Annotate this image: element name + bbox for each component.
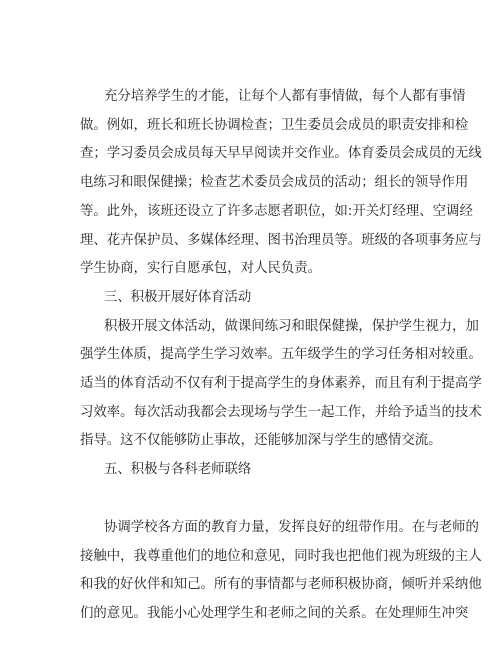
paragraph-line: 接触中，我尊重他们的地位和意见，同时我也把他们视为班级的主人 [80, 549, 482, 564]
paragraph-line: 电练习和眼保健操；检查艺术委员会成员的活动；组长的领导作用 [80, 175, 469, 190]
paragraph-line: 查；学习委员会成员每天早早阅读并交作业。体育委员会成员的无线 [80, 146, 482, 161]
paragraph-line: 适当的体育活动不仅有利于提高学生的身体素养，而且有利于提高学 [80, 376, 482, 391]
paragraph-line: 等。此外，该班还设立了许多志愿者职位，如:开关灯经理、空调经 [80, 204, 473, 219]
paragraph-line: 积极开展文体活动，做课间练习和眼保健操，保护学生视力，加 [104, 319, 479, 334]
section-heading: 五、积极与各科老师联络 [104, 462, 252, 477]
paragraph-line: 强学生体质，提高学生学习效率。五年级学生的学习任务相对较重。 [80, 347, 482, 362]
paragraph-line: 习效率。每次活动我都会去现场与学生一起工作，并给予适当的技术 [80, 405, 482, 420]
paragraph-line: 学生协商，实行自愿承包，对人民负责。 [80, 261, 322, 276]
paragraph-line: 指导。这不仅能够防止事故，还能够加深与学生的感情交流。 [80, 433, 442, 448]
paragraph-line: 充分培养学生的才能，让每个人都有事情做，每个人都有事情 [104, 89, 466, 104]
section-heading: 三、积极开展好体育活动 [104, 290, 252, 305]
paragraph-line: 做。例如，班长和班长协调检查；卫生委员会成员的职责安排和检 [80, 118, 469, 133]
paragraph-line: 协调学校各方面的教育力量，发挥良好的纽带作用。在与老师的 [104, 520, 479, 535]
paragraph-line: 们的意见。我能小心处理学生和老师之间的关系。在处理师生冲突 [80, 606, 469, 621]
paragraph-line: 理、花卉保护员、多媒体经理、图书治理员等。班级的各项事务应与 [80, 233, 482, 248]
paragraph-line: 和我的好伙伴和知己。所有的事情都与老师积极协商，倾听并采纳他 [80, 577, 482, 592]
